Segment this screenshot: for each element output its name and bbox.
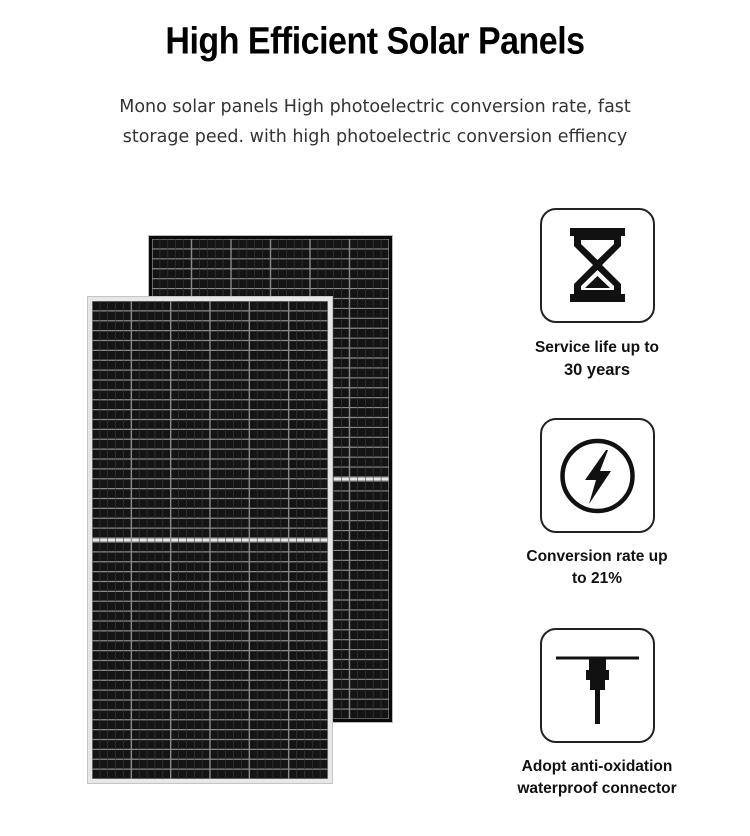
feature-connector-line2: waterproof connector	[517, 780, 677, 797]
feature-conversion-rate	[487, 546, 707, 590]
hourglass-icon-box	[540, 208, 655, 323]
feature-connector-line1: Adopt anti-oxidation	[521, 758, 673, 775]
page-subtitle	[90, 92, 660, 152]
connector-icon	[542, 630, 653, 741]
feature-service-life-line1: Service life up to	[534, 339, 660, 356]
lightning-icon-box	[540, 418, 655, 533]
feature-conversion-rate-line1: Conversion rate up	[526, 548, 668, 565]
subtitle-line-1: Mono solar panels High photoelectric conversion rate, fast	[119, 97, 631, 117]
connector-icon-box	[540, 628, 655, 743]
solar-panel-front-cells	[92, 301, 328, 779]
hourglass-icon	[542, 210, 653, 321]
solar-panel-front	[88, 297, 332, 783]
lightning-bolt-icon	[542, 420, 653, 531]
feature-service-life	[487, 337, 707, 381]
page-title: High Efficient Solar Panels	[165, 19, 585, 63]
feature-connector	[487, 756, 707, 800]
feature-conversion-rate-line2: to 21%	[572, 570, 622, 587]
subtitle-line-2: storage peed. with high photoelectric conversion effiency	[122, 127, 628, 147]
feature-service-life-line2: 30 years	[563, 361, 631, 379]
